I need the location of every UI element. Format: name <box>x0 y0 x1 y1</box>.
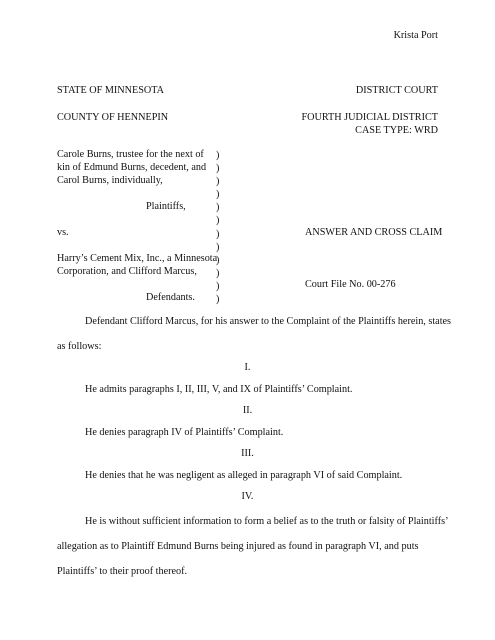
court-name: DISTRICT COURT <box>355 85 438 96</box>
section-number: III. <box>241 448 254 459</box>
section-text: He denies paragraph IV of Plaintiffs’ Complaint. <box>85 427 284 438</box>
court-file-number: Court File No. 00-276 <box>305 279 396 290</box>
plaintiffs-label: Plaintiffs, <box>146 201 186 212</box>
author-header: Krista Port <box>393 30 438 41</box>
section-number: II. <box>242 405 253 416</box>
section-text: He denies that he was negligent as alleged in paragraph VI of said Complaint. <box>85 470 403 481</box>
defendant-line: Corporation, and Clifford Marcus, <box>57 266 197 277</box>
vs-label: vs. <box>57 227 69 238</box>
plaintiff-line: kin of Edmund Burns, decedent, and <box>57 162 207 173</box>
intro-paragraph: Defendant Clifford Marcus, for his answer to the Complaint of the Plaintiffs herein, states <box>85 316 452 327</box>
caption-paren-column <box>216 149 219 306</box>
paren: ) <box>216 267 220 279</box>
case-type: CASE TYPE: WRD <box>355 125 438 136</box>
paren: ) <box>216 150 220 161</box>
section-text-cont: Plaintiffs’ to their proof thereof. <box>57 566 188 577</box>
paren: ) <box>216 254 220 266</box>
section-text: He is without sufficient information to form a belief as to the truth or falsity of Plaintiffs’ <box>85 516 449 527</box>
paren: ) <box>216 228 220 240</box>
defendants-label: Defendants. <box>146 292 195 303</box>
section-text-cont: allegation as to Plaintiff Edmund Burns being injured as found in paragraph VI, and puts <box>57 541 419 552</box>
paren: ) <box>216 280 220 292</box>
defendant-line: Harry’s Cement Mix, Inc., a Minnesota <box>57 253 218 264</box>
state-label: STATE OF MINNESOTA <box>57 85 165 96</box>
intro-paragraph-cont: as follows: <box>57 341 102 352</box>
document-title: ANSWER AND CROSS CLAIM <box>305 227 443 238</box>
county-label: COUNTY OF HENNEPIN <box>57 112 169 123</box>
district-label: FOURTH JUDICIAL DISTRICT <box>301 112 438 123</box>
section-number: IV. <box>241 491 254 502</box>
paren: ) <box>216 189 220 201</box>
paren: ) <box>216 294 220 306</box>
section-number: I. <box>244 362 251 373</box>
paren: ) <box>216 163 220 175</box>
plaintiff-line: Carol Burns, individually, <box>57 175 163 186</box>
paren: ) <box>216 241 220 253</box>
section-text: He admits paragraphs I, II, III, V, and IX of Plaintiffs’ Complaint. <box>85 384 353 395</box>
paren: ) <box>216 176 220 188</box>
paren: ) <box>216 215 220 227</box>
plaintiff-line: Carole Burns, trustee for the next of <box>57 149 204 160</box>
paren: ) <box>216 202 220 214</box>
